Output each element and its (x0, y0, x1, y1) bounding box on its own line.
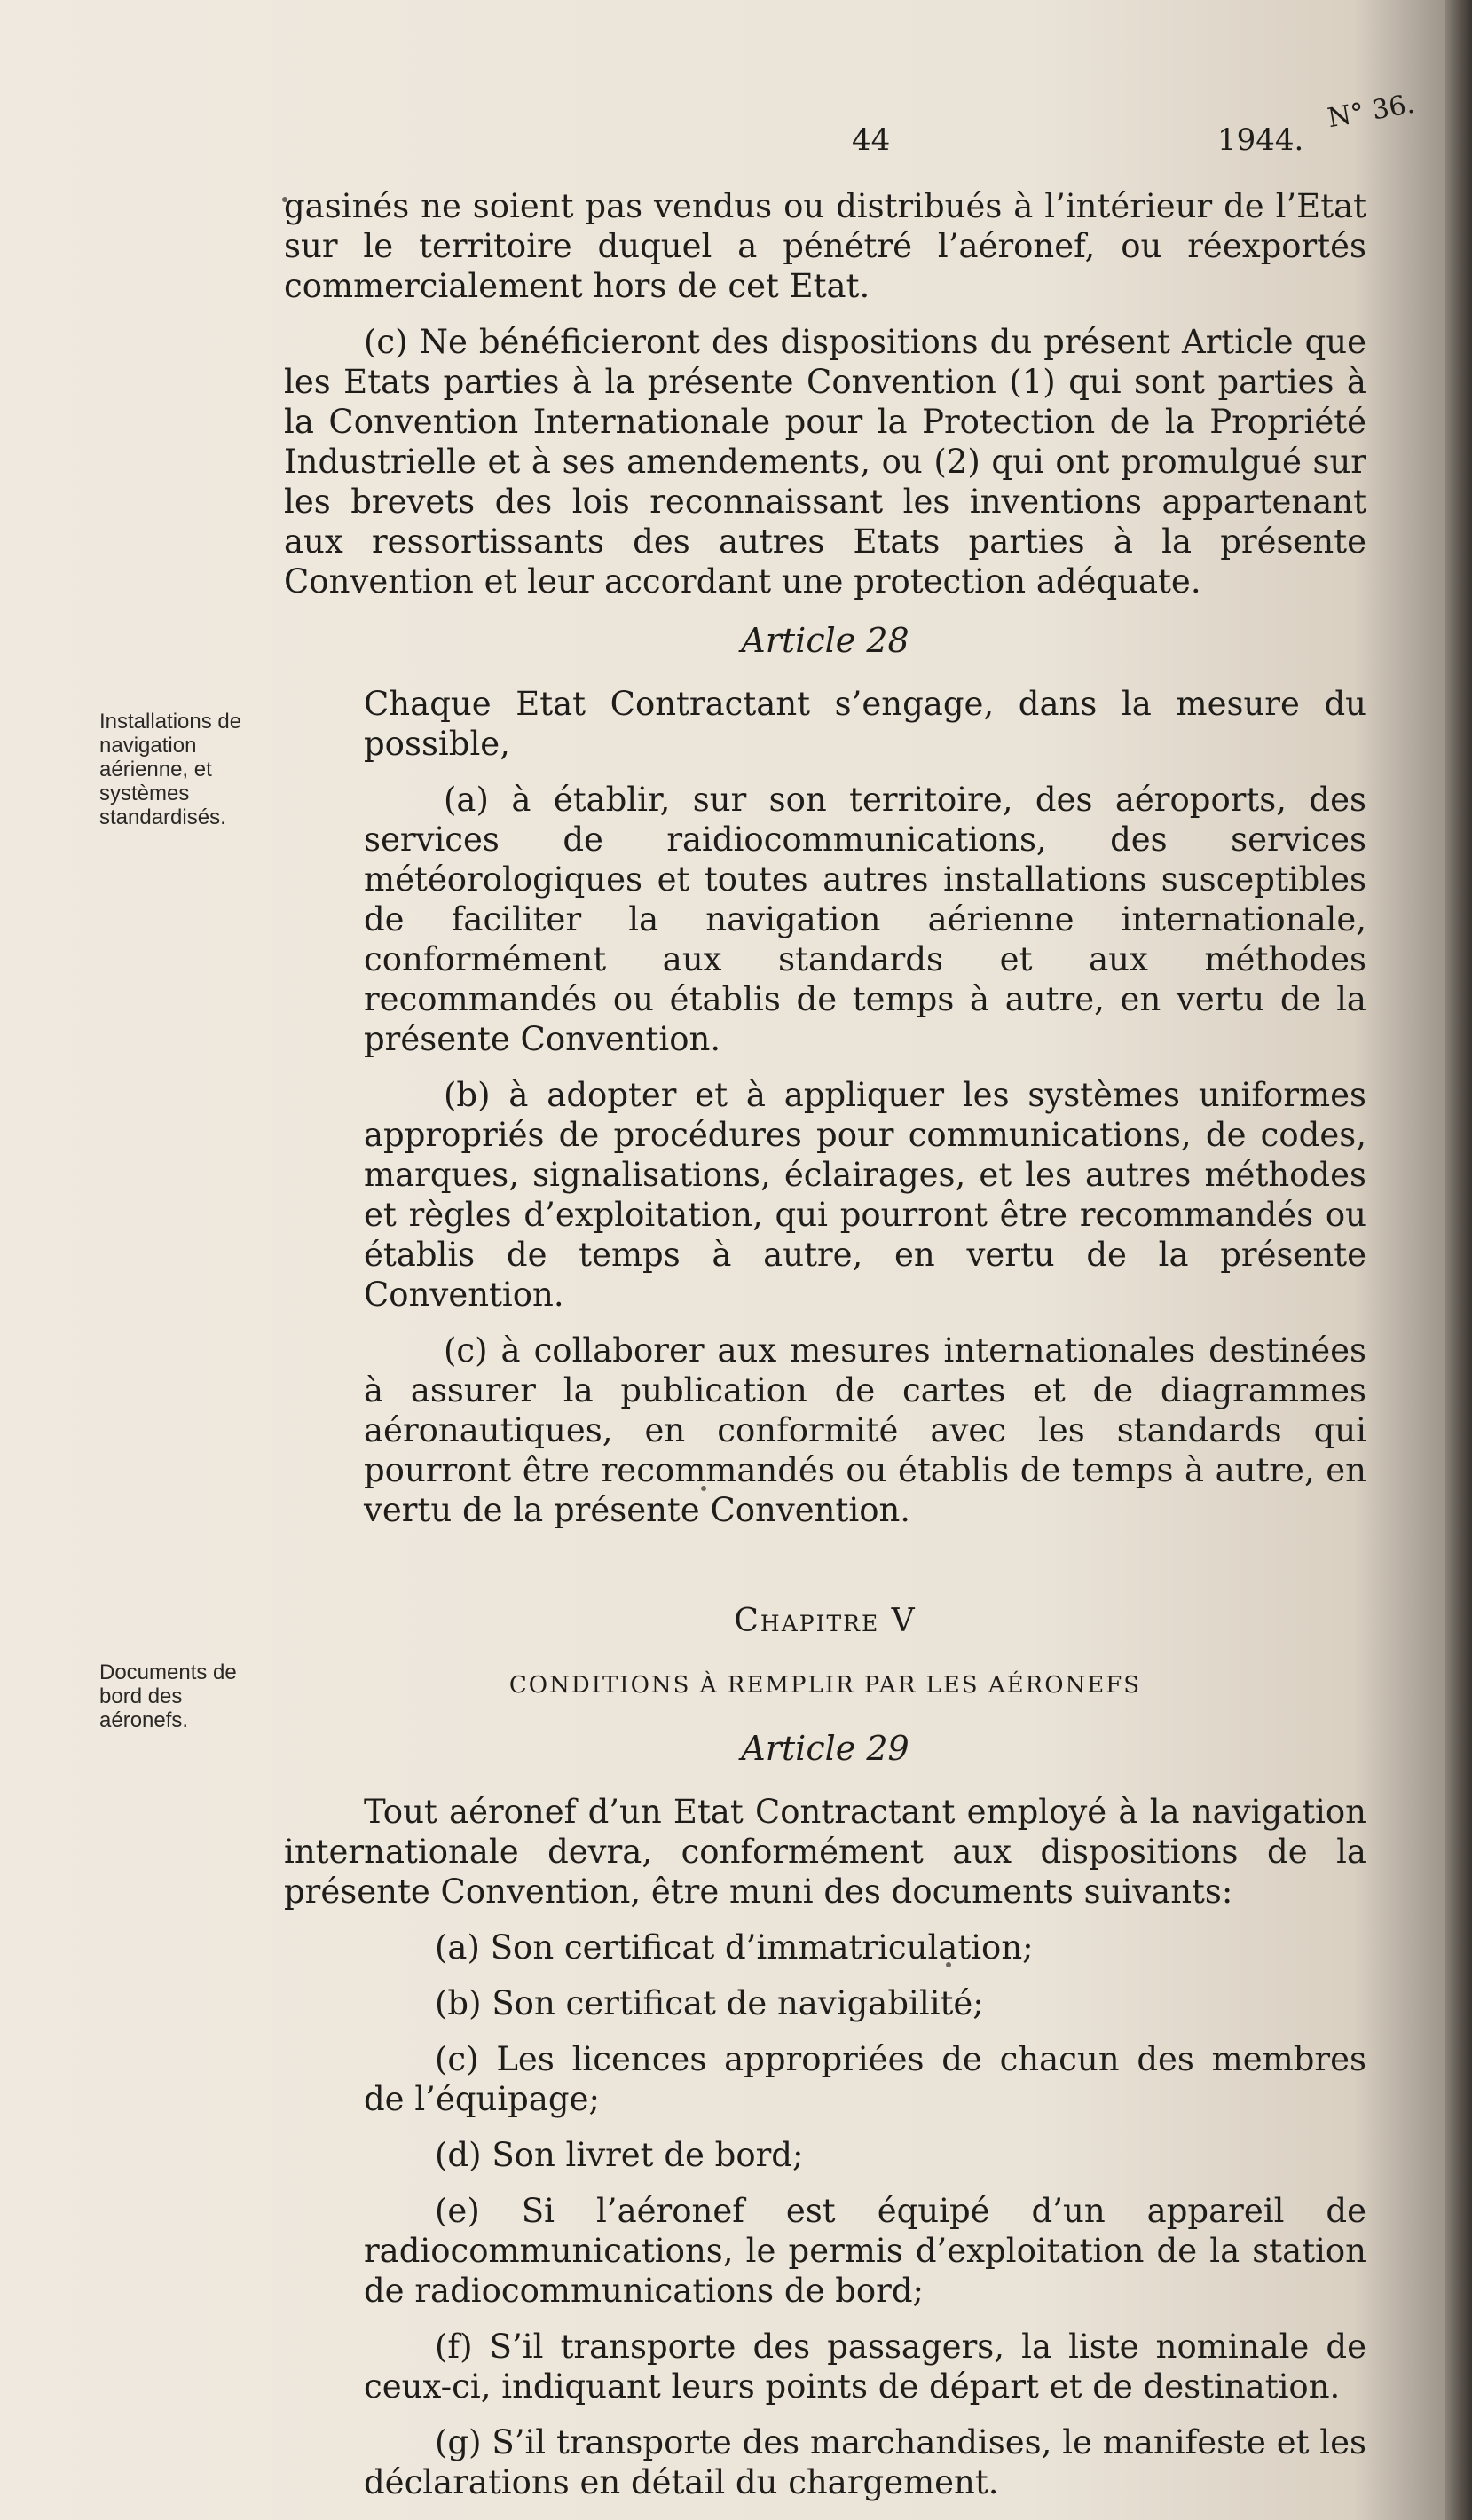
main-text (284, 186, 1366, 2518)
article-28-body (364, 684, 1366, 1530)
article-29-item-g: (g) S’il transporte des marchandises, le manifeste et les déclarations en détail du chargement. (364, 2423, 1366, 2501)
article-27-continuation: gasinés ne soient pas vendus ou distribués à l’intérieur de l’Etat sur le territoire duquel a pénétré l’aéronef, ou réexportés commercialement hors de cet Etat. (284, 187, 1366, 305)
article-28-item-c: (c) à collaborer aux mesures internationales destinées à assurer la publication de cartes et de diagrammes aéronautiques, en conformité avec les standards qui pourront être recommandés ou établis de temps à autre, en vertu de la présente Convention. (364, 1331, 1366, 1529)
article-29-item-d: (d) Son livret de bord; (435, 2136, 804, 2174)
year: 1944. (1217, 122, 1304, 158)
article-27-paragraph-c: (c) Ne bénéficieront des dispositions du présent Article que les Etats parties à la présente Convention (1) qui sont parties à la Convention Internationale pour la Protection de la Propriété Industrielle et à ses amendements, ou (2) qui ont promulgué sur les brevets des lois reconnaissant les inventions appartenant aux ressortissants des autres Etats parties à la présente Convention et leur accordant une protection adéquate. (284, 323, 1366, 601)
page-number: 44 (852, 122, 891, 158)
article-29-item-a: (a) Son certificat d’immatriculation; (435, 1928, 1034, 1967)
article-28-title: Article 28 (741, 621, 909, 660)
article-28-intro: Chaque Etat Contractant s’engage, dans la mesure du possible, (364, 685, 1366, 763)
margin-note-article-28: Installations de navigation aérienne, et systèmes standardisés. (99, 710, 242, 829)
article-29-item-b: (b) Son certificat de navigabilité; (435, 1984, 984, 2022)
article-29-item-c: (c) Les licences appropriées de chacun des membres de l’équipage; (364, 2040, 1366, 2118)
article-29-item-f: (f) S’il transporte des passagers, la liste nominale de ceux-ci, indiquant leurs points de départ et de destination. (364, 2328, 1366, 2406)
margin-note-article-29: Documents de bord des aéronefs. (99, 1660, 237, 1732)
article-28-item-b: (b) à adopter et à appliquer les systèmes uniformes appropriés de procédures pour communications, de codes, marques, signalisations, éclairages, et les autres méthodes et règles d’exploitation, qui pourront être recommandés ou établis de temps à autre, en vertu de la présente Convention. (364, 1076, 1366, 1314)
book-spine-shadow (1445, 0, 1472, 2520)
article-29-title: Article 29 (741, 1729, 909, 1768)
article-28-item-a: (a) à établir, sur son territoire, des aéroports, des services de raidiocommunications, des services météorologiques et toutes autres installations susceptibles de faciliter la navigation aérienne internationale, conformément aux standards et aux méthodes recommandés ou établis de temps à autre, en vertu de la présente Convention. (364, 781, 1366, 1058)
document-number: N° 36. (1325, 88, 1417, 135)
article-29-item-e: (e) Si l’aéronef est équipé d’un appareil de radiocommunications, le permis d’exploitation de la station de radiocommunications de bord; (364, 2192, 1366, 2310)
chapter-title: Chapitre V (734, 1603, 917, 1639)
article-29-intro: Tout aéronef d’un Etat Contractant employé à la navigation internationale devra, conformément aux dispositions de la présente Convention, être muni des documents suivants: (284, 1793, 1366, 1911)
chapter-subtitle: CONDITIONS À REMPLIR PAR LES AÉRONEFS (508, 1672, 1142, 1699)
